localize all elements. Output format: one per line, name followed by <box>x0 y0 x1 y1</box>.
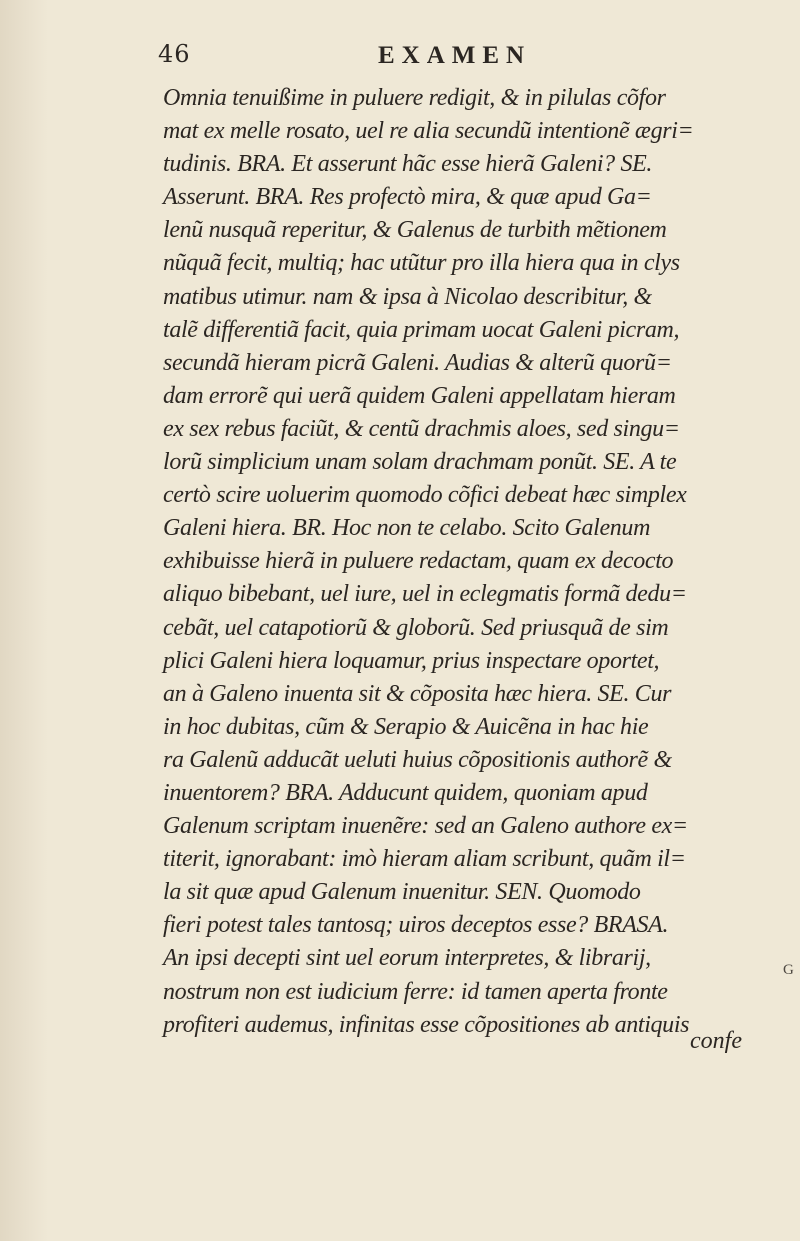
text-line: titerit, ignorabant: imò hieram aliam scribunt, quãm il= <box>163 846 686 873</box>
text-line: lorũ simplicium unam solam drachmam ponũt. SE. A te <box>163 449 677 476</box>
margin-mark: G <box>783 962 794 978</box>
text-line: tudinis. BRA. Et asserunt hãc esse hierã Galeni? SE. <box>163 151 653 178</box>
body-text <box>163 82 775 1042</box>
text-line: dam errorẽ qui uerã quidem Galeni appellatam hieram <box>163 382 676 409</box>
text-line: lenũ nusquã reperitur, & Galenus de turbith mẽtionem <box>163 217 667 244</box>
catchword: confe <box>690 1028 742 1054</box>
text-line: ra Galenũ adducãt ueluti huius cõpositionis authorẽ & <box>163 746 672 773</box>
text-line: la sit quæ apud Galenum inuenitur. SEN. Quomodo <box>163 879 641 906</box>
page-header <box>158 40 638 76</box>
text-line: in hoc dubitas, cũm & Serapio & Auicẽna in hac hie <box>163 713 649 740</box>
text-line: An ipsi decepti sint uel eorum interpretes, & librarij, <box>163 945 651 972</box>
text-line: Galeni hiera. BR. Hoc non te celabo. Scito Galenum <box>163 515 651 542</box>
text-line: exhibuisse hierã in puluere redactam, quam ex decocto <box>163 548 674 575</box>
page-gutter-shadow <box>0 0 48 1241</box>
text-line: Asserunt. BRA. Res profectò mira, & quæ apud Ga= <box>163 184 652 211</box>
text-line: certò scire uoluerim quomodo cõfici debeat hæc simplex <box>163 482 687 509</box>
text-line: nostrum non est iudicium ferre: id tamen aperta fronte <box>163 978 668 1005</box>
text-line: inuentorem? BRA. Adducunt quidem, quoniam apud <box>163 779 648 806</box>
text-line: Galenum scriptam inuenẽre: sed an Galeno authore ex= <box>163 813 688 840</box>
running-head: EXAMEN <box>378 42 532 69</box>
text-line: talẽ differentiã facit, quia primam uocat Galeni picram, <box>163 316 680 343</box>
text-line: ex sex rebus faciũt, & centũ drachmis aloes, sed singu= <box>163 415 680 442</box>
text-line: matibus utimur. nam & ipsa à Nicolao describitur, & <box>163 283 652 310</box>
text-line: nũquã fecit, multiq; hac utũtur pro illa hiera qua in clys <box>163 250 680 277</box>
text-line: cebãt, uel catapotiorũ & globorũ. Sed priusquã de sim <box>163 614 669 641</box>
text-line: mat ex melle rosato, uel re alia secundũ intentionẽ ægri= <box>163 118 694 145</box>
text-line: plici Galeni hiera loquamur, prius inspectare oportet, <box>163 647 660 674</box>
text-line: Omnia tenuißime in puluere redigit, & in pilulas cõfor <box>163 85 666 111</box>
text-line: aliquo bibebant, uel iure, uel in eclegmatis formã dedu= <box>163 581 687 608</box>
text-line: profiteri audemus, infinitas esse cõpositiones ab antiquis <box>163 1011 690 1038</box>
text-line: fieri potest tales tantosq; uiros deceptos esse? BRASA. <box>163 912 669 939</box>
text-line: an à Galeno inuenta sit & cõposita hæc hiera. SE. Cur <box>163 680 672 707</box>
page-number: 46 <box>158 40 191 68</box>
text-line: secundã hieram picrã Galeni. Audias & alterũ quorũ= <box>163 349 672 376</box>
